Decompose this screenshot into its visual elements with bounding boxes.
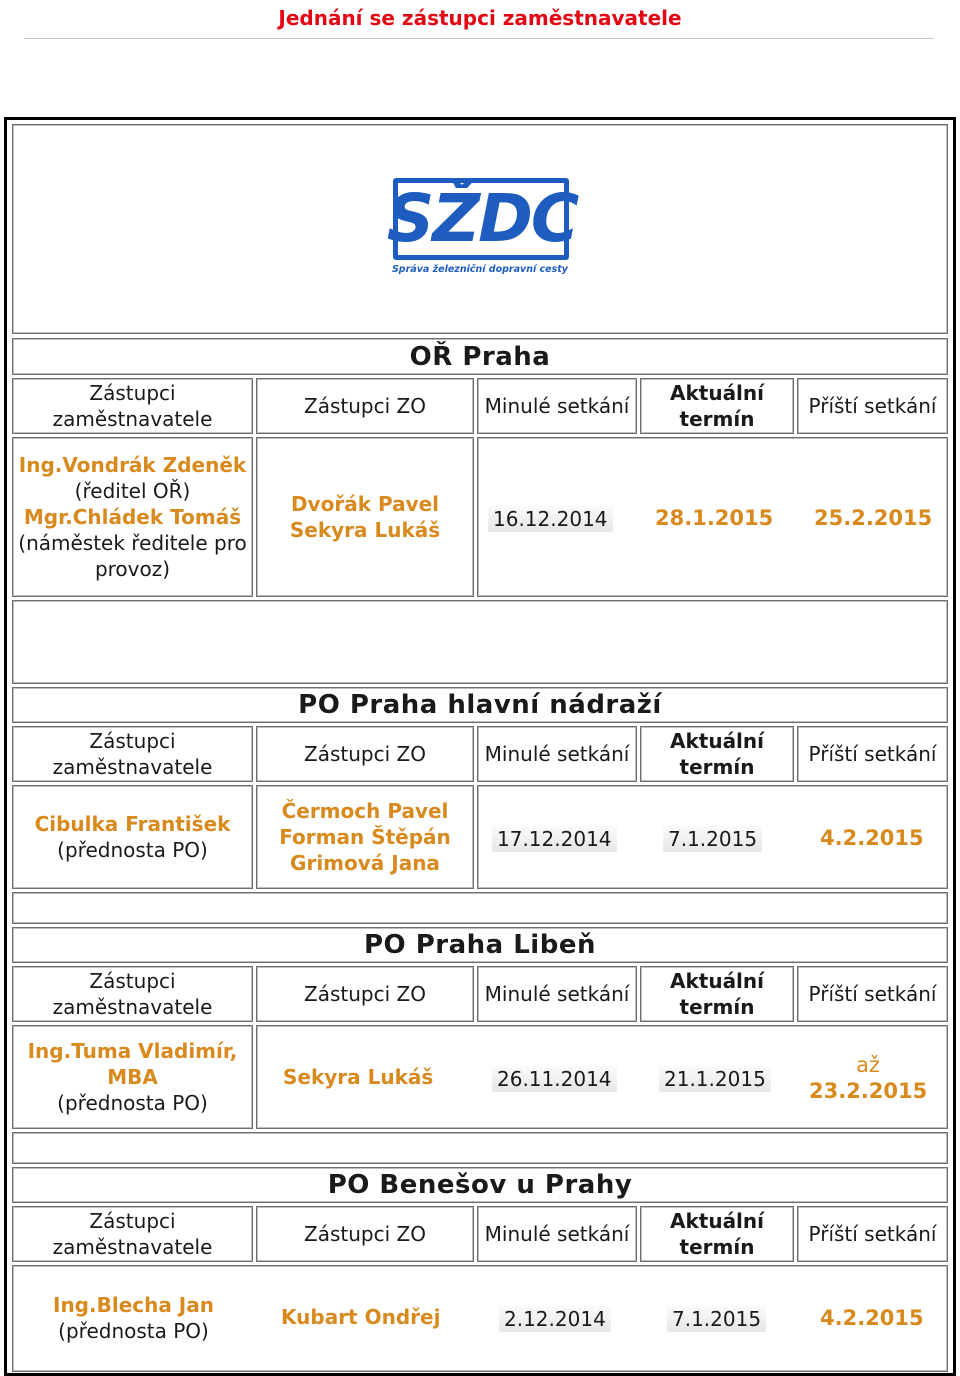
employer-role: (přednosta PO) bbox=[58, 1319, 209, 1343]
col-head-zo: Zástupci ZO bbox=[256, 966, 474, 1022]
col-head-employer: Zástupci zaměstnavatele bbox=[12, 726, 253, 782]
employer-role: (náměstek ředitele pro provoz) bbox=[18, 531, 247, 581]
employer-name: Ing.Vondrák Zdeněk bbox=[18, 453, 247, 477]
col-head-current: Aktuální termín bbox=[640, 1206, 794, 1262]
current-date: 7.1.2015 bbox=[667, 1306, 766, 1332]
current-date: 21.1.2015 bbox=[659, 1066, 771, 1092]
title-divider bbox=[24, 38, 934, 39]
employer-name: Ing.Tuma Vladimír, MBA bbox=[27, 1039, 238, 1089]
employer-role: (ředitel OŘ) bbox=[74, 479, 191, 503]
col-head-past: Minulé setkání bbox=[477, 966, 637, 1022]
next-date: 25.2.2015 bbox=[814, 506, 933, 530]
next-date: 23.2.2015 bbox=[809, 1079, 928, 1103]
zo-name: Sekyra Lukáš bbox=[283, 1065, 434, 1089]
zo-name: Forman Štěpán bbox=[279, 825, 451, 849]
next-date-group bbox=[809, 1052, 927, 1104]
zo-dates-cell bbox=[256, 1025, 948, 1129]
zo-name: Grimová Jana bbox=[290, 851, 440, 875]
current-date: 28.1.2015 bbox=[655, 506, 774, 530]
next-date: 4.2.2015 bbox=[820, 826, 924, 850]
col-head-zo: Zástupci ZO bbox=[256, 378, 474, 434]
col-head-employer: Zástupci zaměstnavatele bbox=[12, 378, 253, 434]
employer-cell bbox=[12, 437, 253, 597]
zo-name: Čermoch Pavel bbox=[281, 799, 449, 823]
section-title-or-praha: OŘ Praha bbox=[12, 338, 948, 375]
zo-name: Kubart Ondřej bbox=[281, 1305, 441, 1329]
col-head-zo: Zástupci ZO bbox=[256, 1206, 474, 1262]
logo-tagline: Správa železniční dopravní cesty bbox=[391, 264, 569, 275]
zo-name: Sekyra Lukáš bbox=[289, 518, 441, 542]
spacer-row bbox=[12, 1132, 948, 1164]
next-date: 4.2.2015 bbox=[820, 1306, 924, 1330]
col-head-next: Příští setkání bbox=[797, 726, 948, 782]
col-head-current: Aktuální termín bbox=[640, 378, 794, 434]
col-head-next: Příští setkání bbox=[797, 1206, 948, 1262]
dates-cell bbox=[477, 785, 948, 889]
current-date: 7.1.2015 bbox=[663, 826, 762, 852]
section-title-po-benesov-u-prahy: PO Benešov u Prahy bbox=[12, 1167, 948, 1203]
employer-role: (přednosta PO) bbox=[57, 1091, 208, 1115]
col-head-next: Příští setkání bbox=[797, 378, 948, 434]
employer-cell bbox=[13, 1292, 254, 1344]
col-head-employer: Zástupci zaměstnavatele bbox=[12, 966, 253, 1022]
col-head-next: Příští setkání bbox=[797, 966, 948, 1022]
spacer-row bbox=[12, 892, 948, 924]
employer-cell bbox=[12, 785, 253, 889]
zo-cell bbox=[256, 785, 474, 889]
section-title-po-praha-liben: PO Praha Libeň bbox=[12, 927, 948, 963]
col-head-current: Aktuální termín bbox=[640, 966, 794, 1022]
col-head-past: Minulé setkání bbox=[477, 726, 637, 782]
zo-name: Dvořák Pavel bbox=[290, 492, 440, 516]
past-date: 26.11.2014 bbox=[492, 1066, 617, 1092]
col-head-employer: Zástupci zaměstnavatele bbox=[12, 1206, 253, 1262]
col-head-zo: Zástupci ZO bbox=[256, 726, 474, 782]
zo-cell bbox=[256, 437, 474, 597]
col-head-current: Aktuální termín bbox=[640, 726, 794, 782]
employer-role: (přednosta PO) bbox=[57, 838, 208, 862]
col-head-past: Minulé setkání bbox=[477, 1206, 637, 1262]
section-title-po-praha-hlavni-nadrazi: PO Praha hlavní nádraží bbox=[12, 687, 948, 723]
past-date: 16.12.2014 bbox=[488, 506, 613, 532]
past-date: 2.12.2014 bbox=[499, 1306, 611, 1332]
logo-wordmark: SŽDC bbox=[386, 180, 578, 257]
szdc-logo bbox=[385, 178, 578, 288]
employer-name: Mgr.Chládek Tomáš bbox=[23, 505, 242, 529]
past-date: 17.12.2014 bbox=[492, 826, 617, 852]
employer-cell bbox=[12, 1025, 253, 1129]
col-head-past: Minulé setkání bbox=[477, 378, 637, 434]
employer-name: Cibulka František bbox=[34, 812, 231, 836]
spacer-row bbox=[12, 600, 948, 684]
dates-cell bbox=[477, 437, 948, 597]
employer-name: Ing.Blecha Jan bbox=[53, 1293, 214, 1317]
page-title: Jednání se zástupci zaměstnavatele bbox=[278, 6, 682, 30]
next-date-prefix: až bbox=[856, 1053, 881, 1077]
employer-zo-dates-cell bbox=[12, 1265, 948, 1372]
